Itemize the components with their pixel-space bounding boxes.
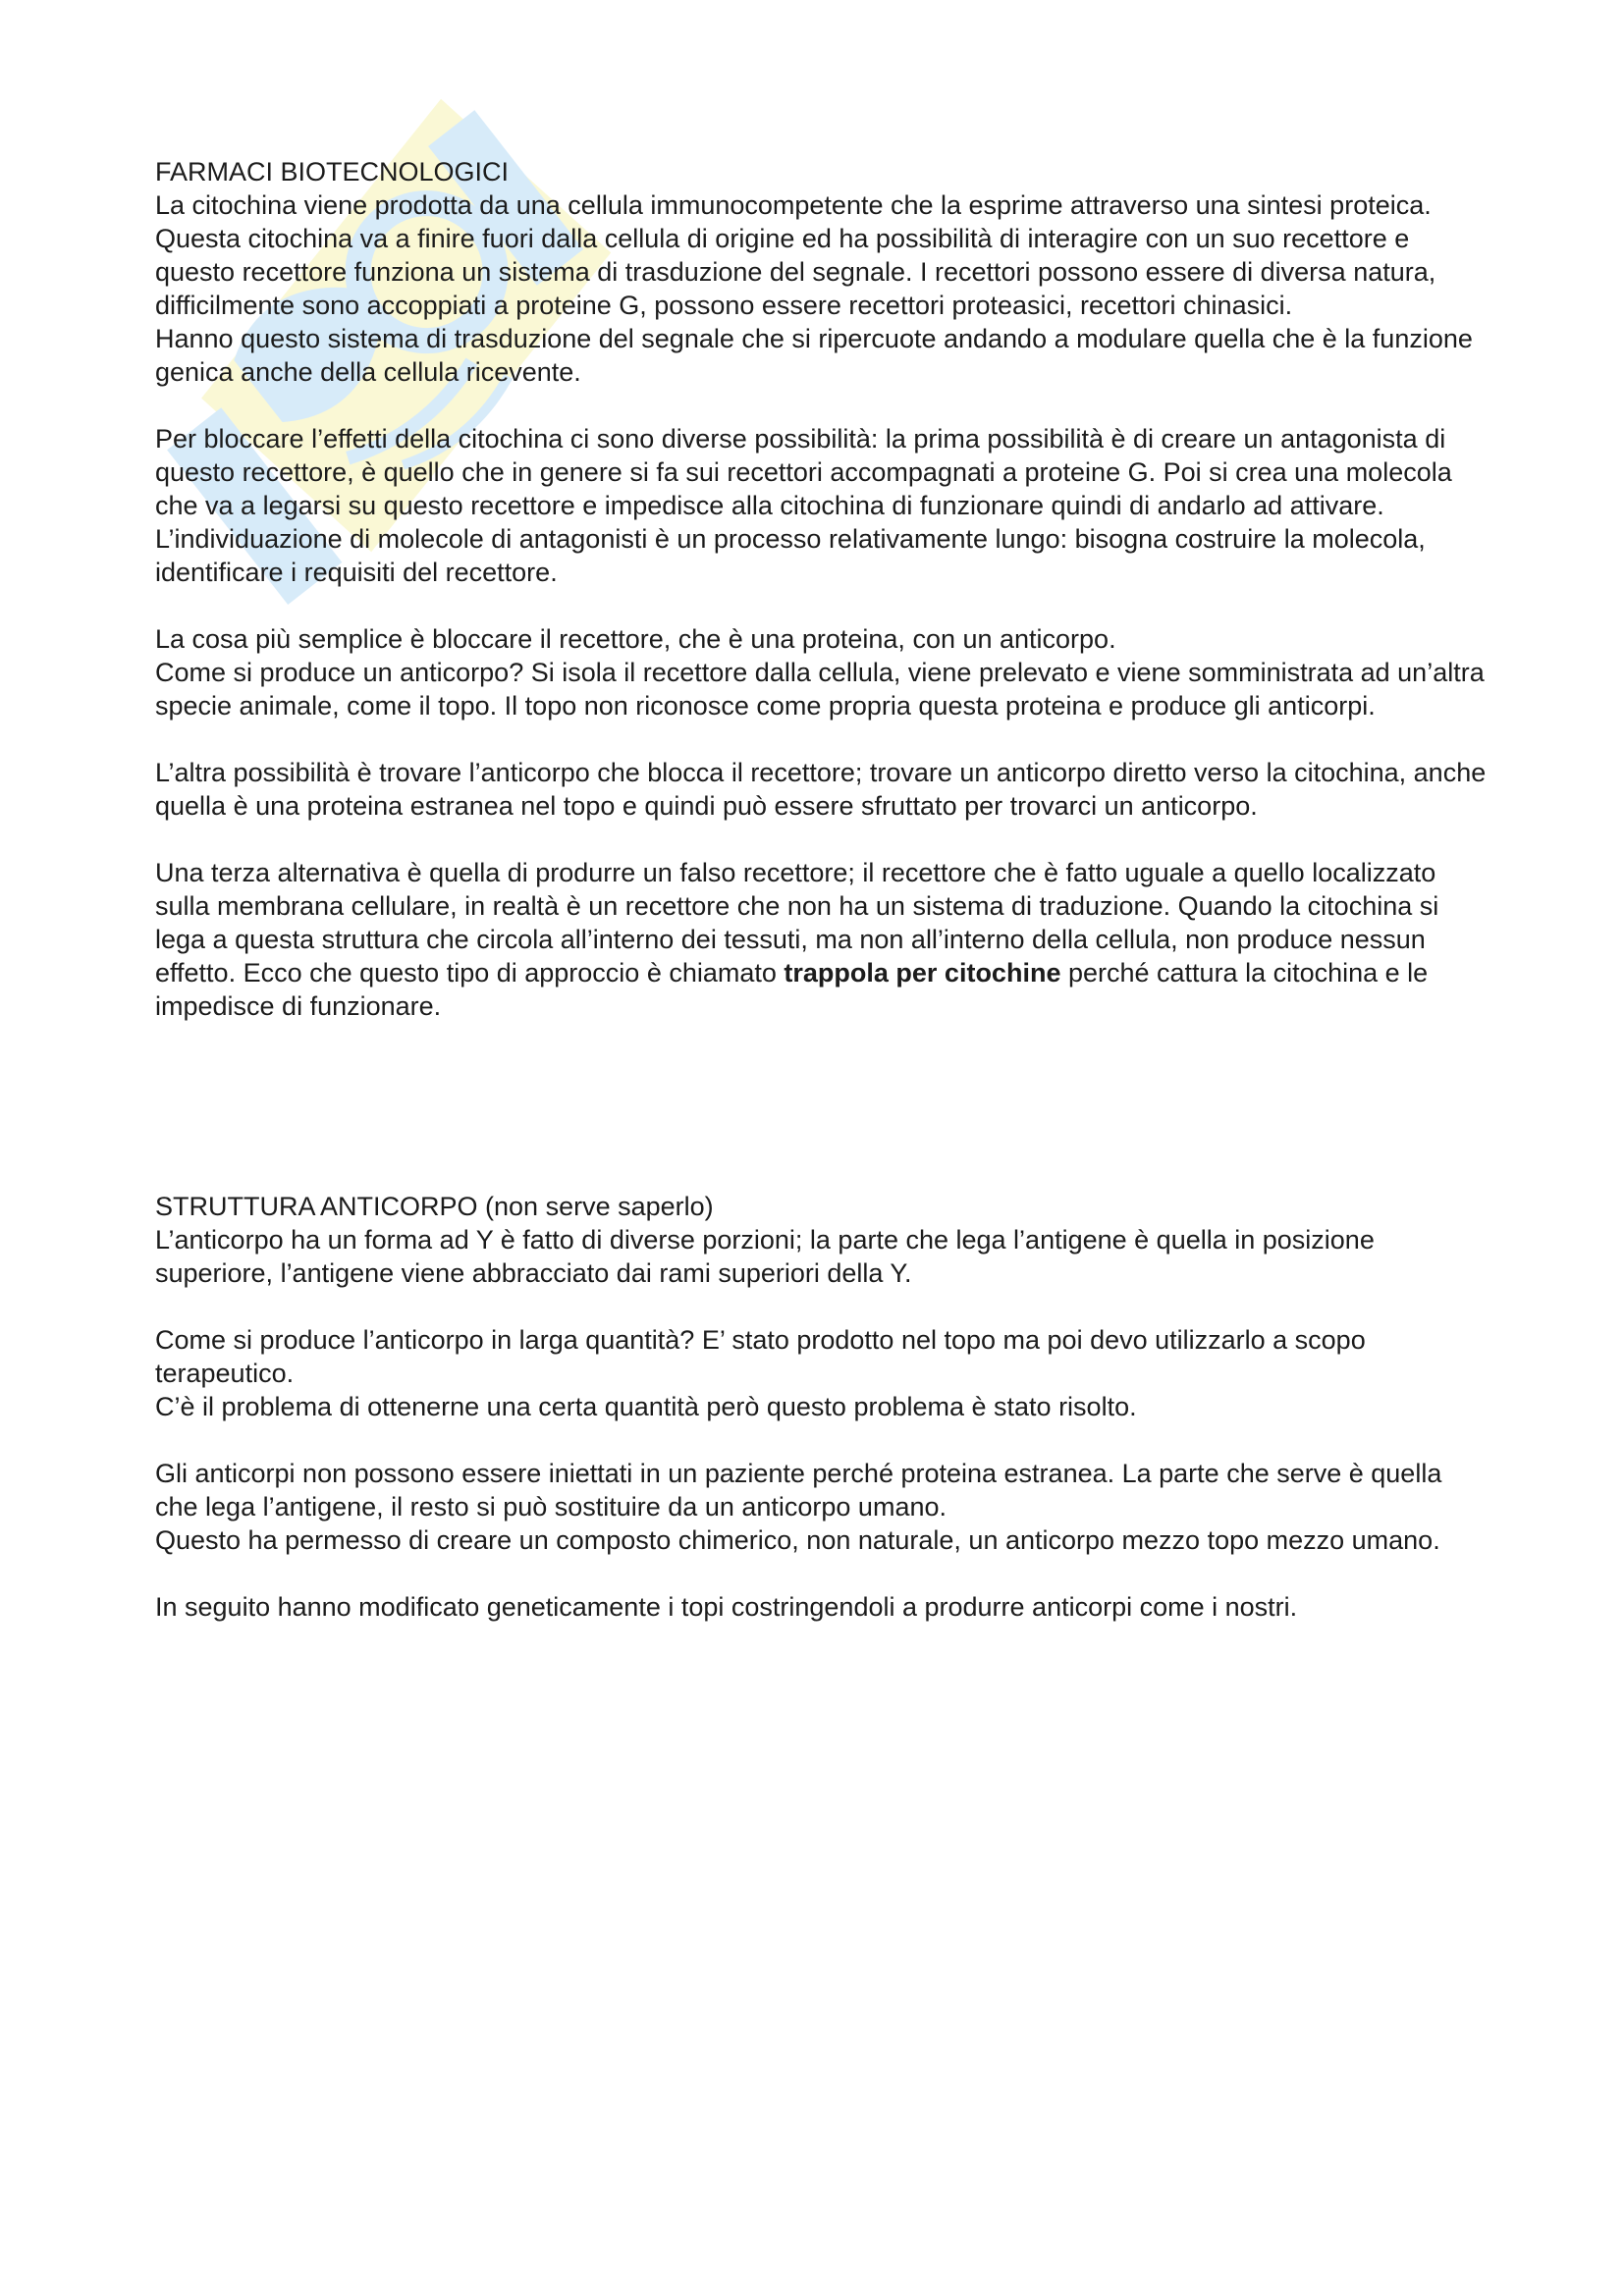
spacer <box>155 1056 1490 1190</box>
paragraph: Come si produce l’anticorpo in larga quantità? E’ stato prodotto nel topo ma poi devo utilizzarlo a scopo terapeutico. <box>155 1325 1366 1388</box>
paragraph: L’anticorpo ha un forma ad Y è fatto di diverse porzioni; la parte che lega l’antigene è quella in posizione superiore, l’antigene viene abbracciato dai rami superiori della Y. <box>155 1225 1375 1288</box>
paragraph: La cosa più semplice è bloccare il recettore, che è una proteina, con un anticorpo. <box>155 624 1116 654</box>
paragraph-text: perché cattura la citochina e le impedisce di funzionare. <box>155 958 1429 1021</box>
document-body <box>155 155 1490 1657</box>
paragraph <box>155 856 1490 1023</box>
paragraph: Come si produce un anticorpo? Si isola il recettore dalla cellula, viene prelevato e viene somministrata ad un’altra specie animale, come il topo. Il topo non riconosce come propria questa proteina e produce gli anticorpi. <box>155 658 1485 721</box>
paragraph: In seguito hanno modificato geneticamente i topi costringendoli a produrre anticorpi come i nostri. <box>155 1592 1298 1622</box>
paragraph: La citochina viene prodotta da una cellula immunocompetente che la esprime attraverso una sintesi proteica. Questa citochina va a finire fuori dalla cellula di origine ed ha possibilità di interagire con un suo recettore e questo recettore funziona un sistema di trasduzione del segnale. I recettori possono essere di diversa natura, difficilmente sono accoppiati a proteine G, possono essere recettori proteasici, recettori chinasici. <box>155 190 1436 320</box>
paragraph: Hanno questo sistema di trasduzione del segnale che si ripercuote andando a modulare quella che è la funzione genica anche della cellula ricevente. <box>155 324 1473 387</box>
bold-term: trappola per citochine <box>784 958 1061 988</box>
paragraph: L’altra possibilità è trovare l’anticorpo che blocca il recettore; trovare un anticorpo diretto verso la citochina, anche quella è una proteina estranea nel topo e quindi può essere sfruttato per trovarci un anticorpo. <box>155 758 1487 821</box>
paragraph-text: Una terza alternativa è quella di produrre un falso recettore; il recettore che è fatto uguale a quello localizzato sulla membrana cellulare, in realtà è un recettore che non ha un sistema di traduzione. Quando la citochina si lega a questa struttura che circola all’interno dei tessuti, ma non all’interno della cellula, non produce nessun effetto. Ecco che questo tipo di approccio è chiamato <box>155 858 1439 988</box>
paragraph: C’è il problema di ottenerne una certa quantità però questo problema è stato risolto. <box>155 1392 1137 1421</box>
paragraph: Per bloccare l’effetti della citochina ci sono diverse possibilità: la prima possibilità è di creare un antagonista di questo recettore, è quello che in genere si fa sui recettori accompagnati a proteine G. Poi si crea una molecola che va a legarsi su questo recettore e impedisce alla citochina di funzionare quindi di andarlo ad attivare. <box>155 424 1452 520</box>
paragraph: L’individuazione di molecole di antagonisti è un processo relativamente lungo: bisogna costruire la molecola, identificare i requisiti del recettore. <box>155 524 1426 587</box>
paragraph: Questo ha permesso di creare un composto chimerico, non naturale, un anticorpo mezzo topo mezzo umano. <box>155 1525 1440 1555</box>
paragraph: Gli anticorpi non possono essere iniettati in un paziente perché proteina estranea. La parte che serve è quella che lega l’antigene, il resto si può sostituire da un anticorpo umano. <box>155 1459 1442 1522</box>
section-heading-farmaci: FARMACI BIOTECNOLOGICI <box>155 157 510 187</box>
section-heading-struttura: STRUTTURA ANTICORPO (non serve saperlo) <box>155 1192 714 1221</box>
